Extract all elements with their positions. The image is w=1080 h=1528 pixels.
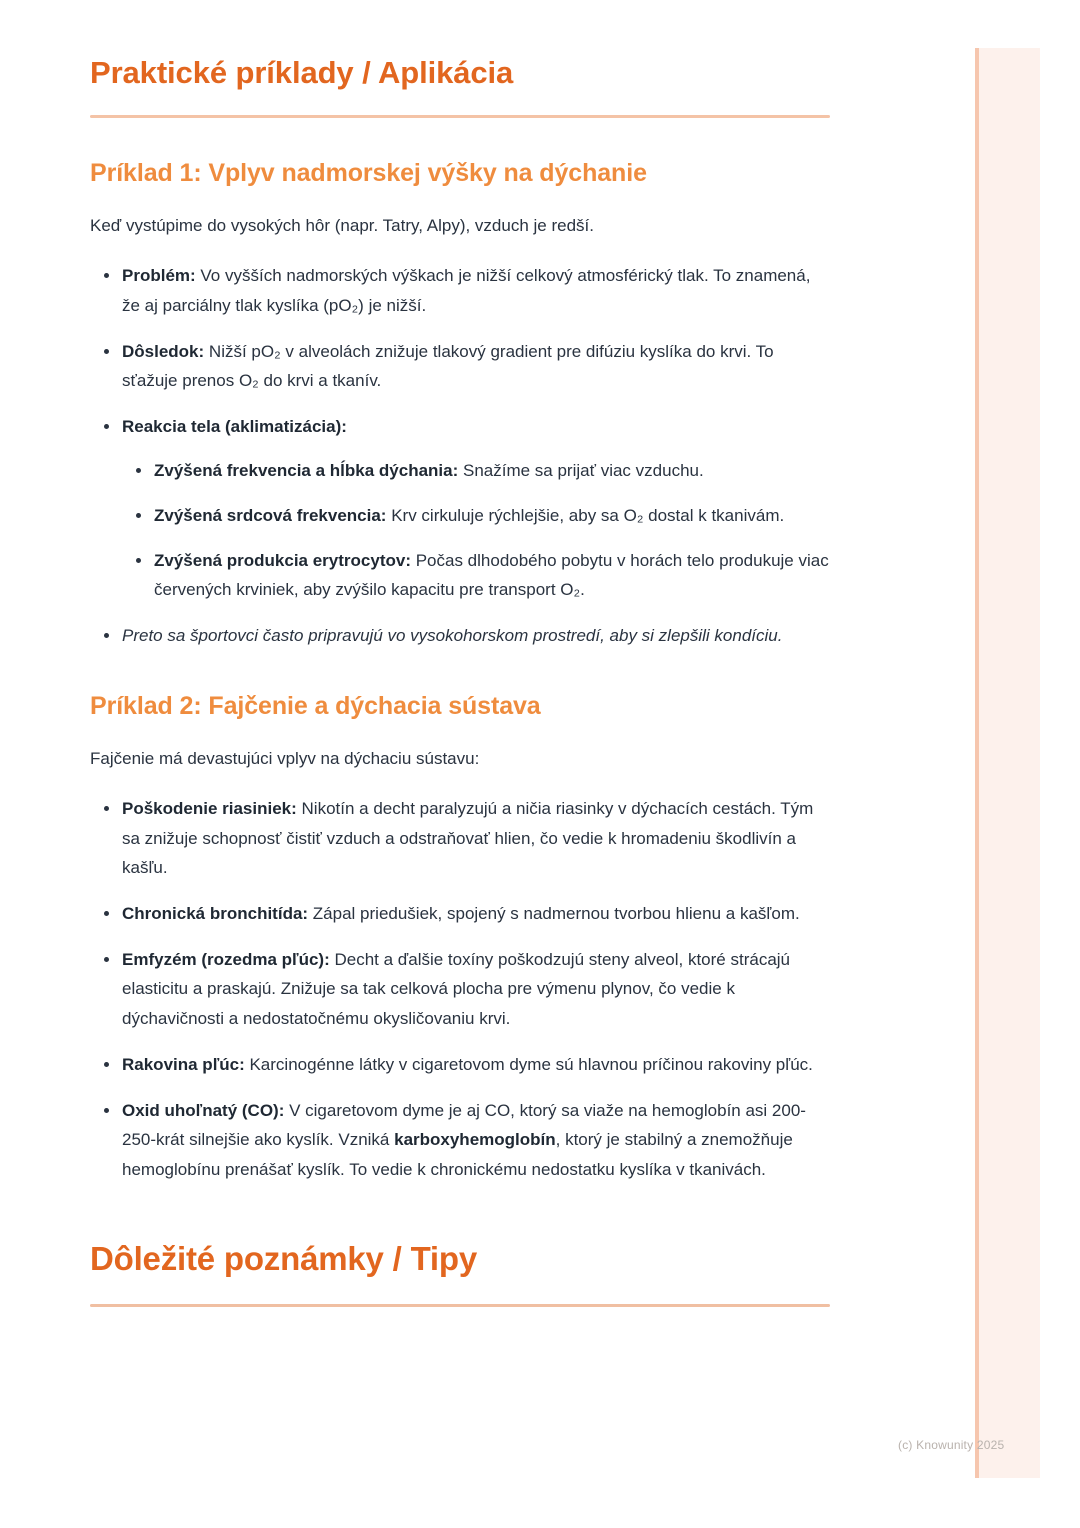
bullet-label: Chronická bronchitída: (122, 903, 309, 923)
bullet-text: Nikotín a decht paralyzujú a ničia riasinky v dýchacích cestách. Tým sa znižuje schopnosť čistiť vzduch a odstraňovať hlien, čo vedie k hromadeniu škodlivín a kašľu. (122, 799, 814, 877)
list-item (90, 945, 830, 1033)
example-2-title: Príklad 2: Fajčenie a dýchacia sústava (90, 691, 541, 720)
list-item (90, 1096, 830, 1184)
bullet-label: Emfyzém (rozedma pľúc): (122, 950, 330, 970)
bullet-text-before: V cigaretovom dyme je aj CO, ktorý sa viaže na hemoglobín asi 200-250-krát silnejšie ako kyslík. Vzniká (122, 1101, 806, 1150)
bullet-label: Rakovina pľúc: (122, 1054, 245, 1074)
sub-bullet-text: Počas dlhodobého pobytu v horách telo produkuje viac červených krviniek, aby zvýšilo kapacitu pre transport O₂. (154, 550, 829, 600)
example-1-bullet-list (90, 261, 830, 650)
bullet-text: Zápal priedušiek, spojený s nadmernou tvorbou hlienu a kašľom. (308, 903, 800, 923)
list-item (90, 337, 830, 395)
bullet-text: Karcinogénne látky v cigaretovom dyme sú hlavnou príčinou rakoviny pľúc. (244, 1054, 813, 1074)
list-item (122, 456, 830, 485)
list-item (122, 546, 830, 604)
sub-bullet-label: Zvýšená frekvencia a hĺbka dýchania: (154, 460, 459, 480)
bullet-label: Reakcia tela (aklimatizácia): (122, 417, 347, 437)
copyright-watermark: (c) Knowunity 2025 (898, 1438, 1005, 1452)
sub-bullet-label: Zvýšená srdcová frekvencia: (154, 505, 387, 525)
example-1-sub-bullet-list (122, 456, 830, 605)
sub-bullet-text: Krv cirkuluje rýchlejšie, aby sa O₂ dostal k tkanivám. (386, 505, 785, 525)
list-item (122, 501, 830, 530)
footer-section-title: Dôležité poznámky / Tipy (90, 1239, 478, 1277)
bullet-label: Dôsledok: (122, 341, 205, 361)
list-item (90, 261, 830, 319)
list-item (90, 1050, 830, 1079)
footer-divider (90, 1304, 830, 1307)
bullet-inline-bold: karboxyhemoglobín (394, 1130, 556, 1150)
bullet-label: Oxid uhoľnatý (CO): (122, 1101, 285, 1121)
sub-bullet-text: Snažíme sa prijať viac vzduchu. (458, 460, 704, 480)
example-2-bullet-list (90, 794, 830, 1184)
sub-bullet-label: Zvýšená produkcia erytrocytov: (154, 550, 411, 570)
bullet-text: Decht a ďalšie toxíny poškodzujú steny alveol, ktoré strácajú elasticitu a praskajú. Znižuje sa tak celková plocha pre výmenu plynov, čo vedie k dýchavičnosti a nedostatočnému okysličovaniu krvi. (122, 950, 791, 1028)
bullet-text-after: , ktorý je stabilný a znemožňuje hemoglobínu prenášať kyslík. To vedie k chronickému nedostatku kyslíka v tkanivách. (122, 1130, 793, 1179)
italic-note-text: Preto sa športovci často pripravujú vo vysokohorskom prostredí, aby si zlepšili kondíciu. (122, 626, 783, 646)
example-2-lead: Fajčenie má devastujúci vplyv na dýchaciu sústavu: (90, 748, 480, 768)
example-1-title: Príklad 1: Vplyv nadmorskej výšky na dýchanie (90, 158, 647, 187)
list-item (90, 794, 830, 882)
list-item-italic-note (90, 621, 830, 650)
list-item (90, 412, 830, 604)
bullet-text: Vo vyšších nadmorských výškach je nižší celkový atmosférický tlak. To znamená, že aj parciálny tlak kyslíka (pO₂) je nižší. (122, 266, 811, 315)
bullet-label: Problém: (122, 266, 196, 286)
list-item (90, 899, 830, 928)
bullet-text: Nižší pO₂ v alveolách znižuje tlakový gradient pre difúziu kyslíka do krvi. To sťažuje prenos O₂ do krvi a tkanív. (122, 341, 774, 391)
title-divider (90, 115, 830, 118)
bullet-label: Poškodenie riasiniek: (122, 799, 297, 819)
page-title: Praktické príklady / Aplikácia (90, 55, 514, 90)
example-1-lead: Keď vystúpime do vysokých hôr (napr. Tatry, Alpy), vzduch je redší. (90, 216, 594, 235)
right-edge-stripe-line (975, 48, 979, 1478)
right-edge-stripe-band (975, 48, 1040, 1478)
